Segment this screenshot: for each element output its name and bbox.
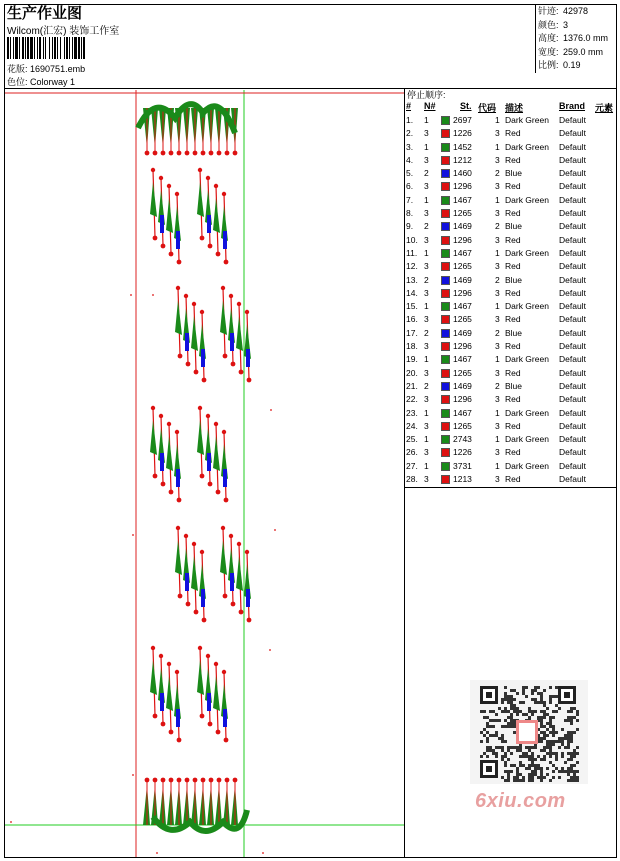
page-title: 生产作业图 xyxy=(7,4,83,22)
stitch-dot xyxy=(270,409,272,411)
row-description: Red xyxy=(505,447,521,458)
row-code: 1 xyxy=(495,194,500,205)
row-brand: Default xyxy=(559,181,586,192)
row-needle: 1 xyxy=(424,247,429,258)
row-needle: 1 xyxy=(424,354,429,365)
embroidery-motif xyxy=(197,406,228,503)
color-swatch xyxy=(441,209,450,218)
row-needle: 1 xyxy=(424,460,429,471)
row-stitches: 1226 xyxy=(453,447,472,458)
row-stitches: 1265 xyxy=(453,261,472,272)
row-code: 2 xyxy=(495,380,500,391)
row-description: Red xyxy=(505,128,521,139)
row-needle: 3 xyxy=(424,474,429,485)
table-row xyxy=(405,408,618,421)
table-row xyxy=(405,368,618,381)
table-row xyxy=(405,142,618,155)
row-index: 11. xyxy=(406,247,418,258)
row-needle: 3 xyxy=(424,447,429,458)
table-row xyxy=(405,421,618,434)
table-row xyxy=(405,128,618,141)
row-code: 3 xyxy=(495,314,500,325)
row-brand: Default xyxy=(559,327,586,338)
row-stitches: 1469 xyxy=(453,274,472,285)
row-index: 28. xyxy=(406,474,418,485)
row-needle: 1 xyxy=(424,115,429,125)
row-stitches: 1296 xyxy=(453,394,472,405)
row-description: Dark Green xyxy=(505,115,549,125)
row-description: Red xyxy=(505,314,521,325)
row-description: Dark Green xyxy=(505,407,549,418)
row-code: 1 xyxy=(495,247,500,258)
row-needle: 3 xyxy=(424,287,429,298)
table-row xyxy=(405,208,618,221)
row-code: 1 xyxy=(495,407,500,418)
row-description: Red xyxy=(505,181,521,192)
color-swatch xyxy=(441,302,450,311)
row-index: 12. xyxy=(406,261,418,272)
colorway-line xyxy=(7,75,75,88)
row-brand: Default xyxy=(559,314,586,325)
row-index: 9. xyxy=(406,221,414,232)
row-brand: Default xyxy=(559,274,586,285)
color-swatch xyxy=(441,196,450,205)
row-code: 3 xyxy=(495,287,500,298)
row-brand: Default xyxy=(559,341,586,352)
row-code: 3 xyxy=(495,447,500,458)
stat-value: 0.19 xyxy=(563,60,581,70)
table-row xyxy=(405,115,618,128)
row-code: 3 xyxy=(495,261,500,272)
stat-0 xyxy=(538,5,608,19)
row-code: 3 xyxy=(495,181,500,192)
row-description: Dark Green xyxy=(505,247,549,258)
row-code: 1 xyxy=(495,460,500,471)
row-stitches: 1226 xyxy=(453,128,472,139)
row-brand: Default xyxy=(559,154,586,165)
row-code: 1 xyxy=(495,141,500,152)
row-stitches: 1467 xyxy=(453,407,472,418)
row-index: 1. xyxy=(406,115,414,125)
stitch-dot xyxy=(132,534,134,536)
row-brand: Default xyxy=(559,447,586,458)
row-code: 3 xyxy=(495,234,500,245)
color-swatch xyxy=(441,156,450,165)
row-index: 2. xyxy=(406,128,414,139)
color-swatch xyxy=(441,435,450,444)
embroidery-motif xyxy=(220,526,251,623)
row-description: Red xyxy=(505,420,521,431)
row-description: Dark Green xyxy=(505,141,549,152)
table-row xyxy=(405,341,618,354)
row-description: Blue xyxy=(505,327,523,338)
row-index: 14. xyxy=(406,287,418,298)
row-stitches: 1460 xyxy=(453,168,472,179)
design-preview xyxy=(5,90,404,857)
row-index: 22. xyxy=(406,394,418,405)
row-stitches: 1296 xyxy=(453,341,472,352)
row-needle: 2 xyxy=(424,168,429,179)
table-row xyxy=(405,275,618,288)
watermark-text: 6xiu.com xyxy=(475,790,566,812)
row-stitches: 1452 xyxy=(453,141,472,152)
design-stats xyxy=(538,5,608,73)
table-row xyxy=(405,168,618,181)
embroidery-motif xyxy=(197,168,228,265)
embroidery-motif xyxy=(150,646,181,743)
row-brand: Default xyxy=(559,168,586,179)
row-stitches: 1265 xyxy=(453,208,472,219)
table-row xyxy=(405,288,618,301)
row-stitches: 1467 xyxy=(453,354,472,365)
color-swatch xyxy=(441,289,450,298)
scalloped-border xyxy=(143,778,247,831)
row-needle: 3 xyxy=(424,261,429,272)
row-needle: 3 xyxy=(424,154,429,165)
row-code: 3 xyxy=(495,154,500,165)
row-index: 6. xyxy=(406,181,414,192)
row-code: 1 xyxy=(495,301,500,312)
embroidery-motif xyxy=(197,646,228,743)
color-swatch xyxy=(441,262,450,271)
row-needle: 3 xyxy=(424,208,429,219)
row-stitches: 3731 xyxy=(453,460,472,471)
stat-label: 高度: xyxy=(538,33,559,43)
col-index: # xyxy=(406,101,412,111)
row-needle: 1 xyxy=(424,407,429,418)
row-code: 3 xyxy=(495,420,500,431)
table-row xyxy=(405,261,618,274)
stop-sequence-rows xyxy=(405,115,618,487)
color-swatch xyxy=(441,116,450,125)
color-swatch xyxy=(441,143,450,152)
row-stitches: 1265 xyxy=(453,367,472,378)
row-index: 4. xyxy=(406,154,414,165)
row-description: Red xyxy=(505,261,521,272)
embroidery-motif xyxy=(220,286,251,383)
row-index: 25. xyxy=(406,434,418,445)
row-index: 8. xyxy=(406,208,414,219)
row-description: Dark Green xyxy=(505,434,549,445)
row-code: 3 xyxy=(495,341,500,352)
row-needle: 3 xyxy=(424,234,429,245)
table-row xyxy=(405,381,618,394)
row-index: 24. xyxy=(406,420,418,431)
row-index: 26. xyxy=(406,447,418,458)
table-row xyxy=(405,221,618,234)
stat-4 xyxy=(538,59,608,73)
stitch-dot xyxy=(130,294,132,296)
table-row xyxy=(405,235,618,248)
table-row xyxy=(405,474,618,487)
row-description: Red xyxy=(505,341,521,352)
row-brand: Default xyxy=(559,115,586,125)
row-code: 3 xyxy=(495,474,500,485)
scalloped-border xyxy=(138,104,238,155)
row-needle: 2 xyxy=(424,327,429,338)
row-description: Red xyxy=(505,287,521,298)
row-brand: Default xyxy=(559,460,586,471)
table-row xyxy=(405,248,618,261)
row-stitches: 2697 xyxy=(453,115,472,125)
row-stitches: 1296 xyxy=(453,234,472,245)
stat-value: 259.0 mm xyxy=(563,46,604,57)
embroidery-motif xyxy=(175,286,206,383)
row-index: 27. xyxy=(406,460,418,471)
row-description: Red xyxy=(505,234,521,245)
row-index: 17. xyxy=(406,327,418,338)
color-swatch xyxy=(441,182,450,191)
row-index: 7. xyxy=(406,194,414,205)
row-stitches: 1265 xyxy=(453,420,472,431)
row-needle: 2 xyxy=(424,274,429,285)
row-brand: Default xyxy=(559,287,586,298)
row-brand: Default xyxy=(559,261,586,272)
row-needle: 3 xyxy=(424,367,429,378)
color-swatch xyxy=(441,236,450,245)
design-value: 1690751.emb xyxy=(30,64,86,74)
row-index: 16. xyxy=(406,314,418,325)
table-row xyxy=(405,447,618,460)
table-row xyxy=(405,195,618,208)
row-description: Red xyxy=(505,474,521,485)
row-brand: Default xyxy=(559,354,586,365)
stat-1 xyxy=(538,19,608,33)
row-stitches: 2743 xyxy=(453,434,472,445)
table-row xyxy=(405,461,618,474)
row-stitches: 1469 xyxy=(453,380,472,391)
row-brand: Default xyxy=(559,128,586,139)
row-stitches: 1467 xyxy=(453,247,472,258)
row-description: Red xyxy=(505,394,521,405)
row-index: 21. xyxy=(406,380,418,391)
row-stitches: 1469 xyxy=(453,327,472,338)
stitch-dot xyxy=(156,852,158,854)
row-stitches: 1469 xyxy=(453,221,472,232)
embroidery-motif xyxy=(150,406,181,503)
row-code: 2 xyxy=(495,168,500,179)
stat-3 xyxy=(538,46,608,60)
stop-sequence-panel xyxy=(404,88,617,488)
row-needle: 3 xyxy=(424,341,429,352)
row-description: Dark Green xyxy=(505,354,549,365)
row-stitches: 1296 xyxy=(453,181,472,192)
row-needle: 3 xyxy=(424,394,429,405)
color-swatch xyxy=(441,462,450,471)
row-code: 3 xyxy=(495,128,500,139)
header-divider xyxy=(535,4,536,73)
row-needle: 3 xyxy=(424,420,429,431)
row-code: 2 xyxy=(495,274,500,285)
color-swatch xyxy=(441,276,450,285)
row-needle: 3 xyxy=(424,128,429,139)
row-brand: Default xyxy=(559,247,586,258)
table-row xyxy=(405,301,618,314)
row-stitches: 1265 xyxy=(453,314,472,325)
row-description: Blue xyxy=(505,380,523,391)
row-needle: 3 xyxy=(424,181,429,192)
design-label: 花版: xyxy=(7,64,28,74)
row-needle: 3 xyxy=(424,314,429,325)
row-brand: Default xyxy=(559,208,586,219)
row-stitches: 1467 xyxy=(453,301,472,312)
colorway-value: Colorway 1 xyxy=(30,77,76,87)
row-description: Blue xyxy=(505,274,523,285)
row-description: Dark Green xyxy=(505,194,549,205)
row-brand: Default xyxy=(559,141,586,152)
row-description: Dark Green xyxy=(505,460,549,471)
color-swatch xyxy=(441,249,450,258)
row-index: 23. xyxy=(406,407,418,418)
row-needle: 2 xyxy=(424,380,429,391)
color-swatch xyxy=(441,222,450,231)
color-swatch xyxy=(441,315,450,324)
row-brand: Default xyxy=(559,394,586,405)
row-description: Blue xyxy=(505,221,523,232)
stitch-dot xyxy=(274,529,276,531)
row-brand: Default xyxy=(559,474,586,485)
col-needle: N# xyxy=(424,101,436,111)
stitch-dot xyxy=(262,852,264,854)
row-brand: Default xyxy=(559,194,586,205)
studio-name: Wilcom(汇宏) 装饰工作室 xyxy=(7,26,120,37)
row-stitches: 1212 xyxy=(453,154,472,165)
row-description: Red xyxy=(505,367,521,378)
row-description: Red xyxy=(505,154,521,165)
row-needle: 1 xyxy=(424,434,429,445)
table-row xyxy=(405,354,618,367)
table-row xyxy=(405,434,618,447)
row-code: 2 xyxy=(495,221,500,232)
colorway-label: 色位: xyxy=(7,77,28,87)
row-brand: Default xyxy=(559,301,586,312)
color-swatch xyxy=(441,355,450,364)
row-code: 3 xyxy=(495,394,500,405)
row-brand: Default xyxy=(559,420,586,431)
stitch-dot xyxy=(10,821,12,823)
row-description: Blue xyxy=(505,168,523,179)
color-swatch xyxy=(441,342,450,351)
row-code: 2 xyxy=(495,327,500,338)
row-index: 15. xyxy=(406,301,418,312)
row-brand: Default xyxy=(559,380,586,391)
col-code: 代码 xyxy=(478,103,497,113)
row-code: 1 xyxy=(495,115,500,125)
table-row xyxy=(405,394,618,407)
row-code: 3 xyxy=(495,208,500,219)
color-swatch xyxy=(441,409,450,418)
row-index: 10. xyxy=(406,234,418,245)
row-index: 19. xyxy=(406,354,418,365)
stat-value: 42978 xyxy=(563,6,589,16)
table-row xyxy=(405,328,618,341)
embroidery-motif xyxy=(150,168,181,265)
table-row xyxy=(405,155,618,168)
stat-label: 比例: xyxy=(538,60,559,70)
row-index: 18. xyxy=(406,341,418,352)
stat-value: 1376.0 mm xyxy=(563,33,609,43)
row-index: 13. xyxy=(406,274,418,285)
row-stitches: 1467 xyxy=(453,194,472,205)
row-brand: Default xyxy=(559,367,586,378)
row-needle: 2 xyxy=(424,221,429,232)
col-stitches: St. xyxy=(460,101,472,111)
col-brand: Brand xyxy=(559,101,586,111)
row-index: 20. xyxy=(406,367,418,378)
row-stitches: 1213 xyxy=(453,474,472,485)
row-code: 1 xyxy=(495,354,500,365)
qr-code xyxy=(470,680,588,784)
row-code: 1 xyxy=(495,434,500,445)
row-brand: Default xyxy=(559,434,586,445)
row-description: Red xyxy=(505,208,521,219)
color-swatch xyxy=(441,395,450,404)
embroidery-motif xyxy=(175,526,206,623)
row-stitches: 1296 xyxy=(453,287,472,298)
stat-label: 针迹: xyxy=(538,6,559,16)
row-index: 5. xyxy=(406,168,414,179)
color-swatch xyxy=(441,129,450,138)
stat-label: 宽度: xyxy=(538,46,559,57)
col-description: 描述 xyxy=(505,103,524,113)
stat-value: 3 xyxy=(563,19,569,30)
stat-2 xyxy=(538,32,608,46)
table-row xyxy=(405,181,618,194)
row-needle: 1 xyxy=(424,141,429,152)
stat-label: 颜色: xyxy=(538,19,559,30)
color-swatch xyxy=(441,448,450,457)
row-brand: Default xyxy=(559,221,586,232)
color-swatch xyxy=(441,475,450,484)
color-swatch xyxy=(441,369,450,378)
row-brand: Default xyxy=(559,407,586,418)
row-index: 3. xyxy=(406,141,414,152)
design-file-line xyxy=(7,62,85,75)
barcode xyxy=(7,37,137,59)
stop-sequence-title: 停止顺序: xyxy=(407,90,446,100)
table-row xyxy=(405,314,618,327)
stitch-dot xyxy=(269,649,271,651)
color-swatch xyxy=(441,382,450,391)
stitch-dot xyxy=(132,774,134,776)
stitch-dot xyxy=(152,294,154,296)
row-brand: Default xyxy=(559,234,586,245)
row-description: Dark Green xyxy=(505,301,549,312)
embroidery-motifs xyxy=(10,104,276,854)
color-swatch xyxy=(441,169,450,178)
color-swatch xyxy=(441,422,450,431)
color-swatch xyxy=(441,329,450,338)
row-needle: 1 xyxy=(424,194,429,205)
col-element: 元素 xyxy=(595,103,614,113)
row-code: 3 xyxy=(495,367,500,378)
row-needle: 1 xyxy=(424,301,429,312)
